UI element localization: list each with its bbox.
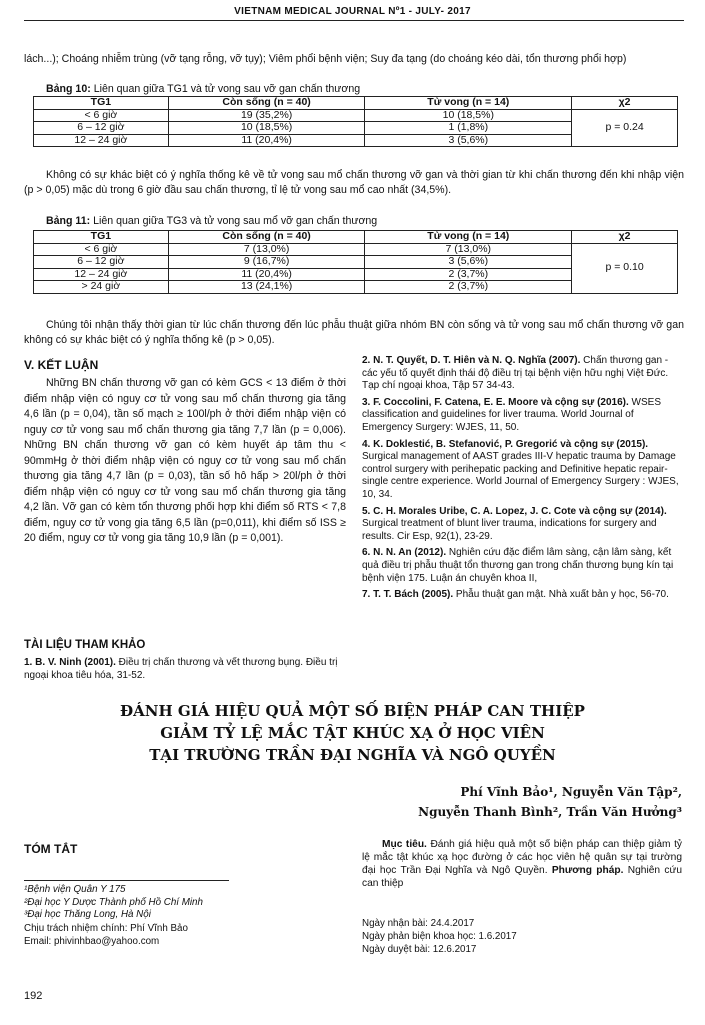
reference-text: Phẫu thuật gan mật. Nhà xuất bản y học, 56-70.	[453, 589, 669, 601]
reference-item	[362, 589, 682, 602]
table-cell: 19 (35,2%)	[168, 109, 365, 122]
table10-caption-text: Liên quan giữa TG1 và tử vong sau vỡ gan chấn thương	[90, 83, 361, 95]
reference-authors: 1. B. V. Ninh (2001).	[24, 657, 116, 668]
table10-caption-label: Bảng 10:	[46, 83, 91, 95]
responsible-author: Chịu trách nhiệm chính: Phí Vĩnh Bảo	[24, 922, 188, 934]
summary-heading: TÓM TẮT	[24, 842, 78, 856]
table-header-cell: TG1	[34, 231, 169, 244]
table10-caption	[46, 83, 360, 95]
authors-line: Nguyễn Thanh Bình², Trần Văn Hưởng³	[418, 805, 682, 819]
table11-caption-label: Bảng 11:	[46, 215, 91, 227]
conclusion-text: Những BN chấn thương vỡ gan có kèm GCS < 13 điểm ở thời điểm nhập viện có nguy cơ tử vong sau mổ chấn thương gia tăng 4,6 lần (p = 0,04), tần số mạch ≥ 100l/ph ở thời điểm nhập viện có nguy cơ tử vong sau mổ chấn thương gia tăng 7,7 lần (p = 0,006). Những BN chấn thương vỡ gan có kèm huyết áp tâm thu < 90mmHg ở thời điểm nhập viện có nguy cơ tử vong sau mổ chấn thương gia tăng 4,7 lần (p = 0,03), tần số hô hấp > 20l/ph ở thời điểm nhập viện có nguy cơ tử vong sau mổ chấn thương gia tăng 4,2 lần. Vỡ gan có kèm tổn thương phối hợp khi điểm số RTS < 7,8 điểm, nguy cơ tử vong gia tăng 6,5 lần (p=0,011), khi điểm số ISS ≥ 20 điểm, nguy cơ tử vong gia tăng 10,9 lần (p = 0,001).	[24, 377, 346, 544]
reference-item	[362, 355, 682, 393]
approved-date: Ngày duyệt bài: 12.6.2017	[362, 944, 477, 955]
table-header-row	[34, 231, 678, 244]
p-value-cell: p = 0.24	[572, 109, 678, 147]
email: Email: phivinhbao@yahoo.com	[24, 935, 160, 947]
reference-authors: 7. T. T. Bách (2005).	[362, 589, 454, 601]
header-rule	[24, 20, 684, 21]
p-value-cell: p = 0.10	[572, 243, 678, 293]
table-cell: 6 – 12 giờ	[34, 256, 169, 269]
table-cell: 12 – 24 giờ	[34, 134, 169, 147]
table-cell: 7 (13,0%)	[168, 243, 365, 256]
reference-authors: 4. K. Doklestić, B. Stefanović, P. Gregorić và cộng sự (2015).	[362, 438, 649, 450]
reviewed-date: Ngày phản biện khoa học: 1.6.2017	[362, 931, 517, 942]
authors	[300, 782, 682, 822]
reference-item	[362, 397, 682, 435]
table-header-cell: Tử vong (n = 14)	[365, 231, 572, 244]
references-heading: TÀI LIỆU THAM KHẢO	[24, 639, 146, 651]
table-cell: 11 (20,4%)	[168, 134, 365, 147]
journal-header: VIETNAM MEDICAL JOURNAL Nº1 - JULY- 2017	[234, 6, 471, 17]
title-line: TẠI TRƯỜNG TRẦN ĐẠI NGHĨA VÀ NGÔ QUYỀN	[149, 746, 556, 764]
reference-authors: 5. C. H. Morales Uribe, C. A. Lopez, J. C. Cote và cộng sự (2014).	[362, 505, 667, 517]
conclusion-heading: V. KẾT LUẬN	[24, 358, 99, 372]
reference-item	[362, 547, 682, 585]
table-cell: 6 – 12 giờ	[34, 122, 169, 135]
table-row	[34, 109, 678, 122]
table-cell: 9 (16,7%)	[168, 256, 365, 269]
table-header-row	[34, 97, 678, 110]
authors-line: Phí Vĩnh Bảo¹, Nguyễn Văn Tập²,	[460, 785, 682, 799]
footnote: ³Đại học Thăng Long, Hà Nội	[24, 909, 151, 920]
table-header-cell: TG1	[34, 97, 169, 110]
method-text: Nghiên cứu can thiệp	[362, 865, 682, 889]
table11-caption-text: Liên quan giữa TG3 và tử vong sau mổ vỡ gan chấn thương	[90, 215, 378, 227]
table10	[33, 96, 678, 147]
footnote-rule	[24, 880, 229, 881]
abstract	[362, 838, 682, 890]
table-cell: 12 – 24 giờ	[34, 268, 169, 281]
table-row	[34, 243, 678, 256]
footnote: ²Đại học Y Dược Thành phố Hồ Chí Minh	[24, 896, 203, 908]
reference-item	[362, 506, 682, 544]
title-line: ĐÁNH GIÁ HIỆU QUẢ MỘT SỐ BIỆN PHÁP CAN THIỆP	[120, 702, 585, 720]
article-dates	[362, 917, 682, 956]
table-cell: < 6 giờ	[34, 243, 169, 256]
table-cell: < 6 giờ	[34, 109, 169, 122]
table-cell: 3 (5,6%)	[365, 256, 572, 269]
table-cell: 2 (3,7%)	[365, 268, 572, 281]
table-header-cell: χ2	[572, 231, 678, 244]
table-cell: 10 (18,5%)	[168, 122, 365, 135]
reference-text: Surgical management of AAST grades III-V hepatic trauma by Damage control surgery with perihepatic packing and Definitive hepatic repair-single centre experience. World Journal of Emergency Surgery : WJES, 10, 34.	[362, 451, 679, 500]
table-cell: 1 (1,8%)	[365, 122, 572, 135]
page-number: 192	[24, 990, 43, 1002]
abstract-text: Đánh giá hiệu quả một số biện pháp can thiệp giảm tỷ lệ mắc tật khúc xạ học đường ở các học viên hệ quân sự tại trường đại học Trần Đại Nghĩa và Ngô Quyền.	[362, 839, 682, 876]
reference-text: Chấn thương gan - các yếu tố quyết định thái độ điều trị tại bệnh viện hữu nghị Việt Đức. Tạp chí ngoại khoa, Tập 57 34-43.	[362, 355, 669, 392]
method-label: Phương pháp.	[547, 865, 624, 876]
reference-item	[24, 657, 346, 682]
table-header-cell: Còn sống (n = 40)	[168, 231, 365, 244]
table11-caption	[46, 215, 377, 227]
table11	[33, 230, 678, 294]
footnotes	[24, 884, 344, 948]
top-paragraph: lách...); Choáng nhiễm trùng (vỡ tạng rỗng, vỡ tụy); Viêm phổi bệnh viện; Suy đa tạng (do choáng kéo dài, tổn thương phổi hợp)	[24, 53, 627, 65]
paragraph-after-table10: Không có sự khác biệt có ý nghĩa thống kê về tử vong sau mổ chấn thương vỡ gan và thời gian từ khi chấn thương đến khi nhập viện (p > 0,05) mặc dù trong 6 giờ đầu sau chấn thương, tỉ lệ tử vong sau mổ cao nhất (34,5%).	[24, 169, 684, 196]
reference-text: Điều trị chấn thương và vết thương bụng. Điều trị ngoại khoa tiêu hóa, 31-52.	[24, 657, 338, 681]
table-cell: 3 (5,6%)	[365, 134, 572, 147]
reference-authors: 2. N. T. Quyết, D. T. Hiên và N. Q. Nghĩa (2007).	[362, 355, 581, 366]
abstract-label: Mục tiêu.	[382, 839, 427, 850]
reference-authors: 6. N. N. An (2012).	[362, 547, 447, 559]
paragraph-after-table11: Chúng tôi nhận thấy thời gian từ lúc chấn thương đến lúc phẫu thuật giữa nhóm BN còn sống và tử vong sau mổ chấn thương vỡ gan không có sự khác biệt có ý nghĩa thống kê (p > 0,05).	[24, 319, 684, 346]
title-line: GIẢM TỶ LỆ MẮC TẬT KHÚC XẠ Ở HỌC VIÊN	[160, 724, 545, 742]
table-cell: 11 (20,4%)	[168, 268, 365, 281]
reference-text: WSES classification and guidelines for liver trauma. World Journal of Emergency Surgery: WJES, 11, 50.	[362, 396, 661, 433]
table-header-cell: Tử vong (n = 14)	[365, 97, 572, 110]
table-cell: 7 (13,0%)	[365, 243, 572, 256]
table-cell: 2 (3,7%)	[365, 281, 572, 294]
table-header-cell: χ2	[572, 97, 678, 110]
reference-item	[362, 439, 682, 502]
table-cell: 10 (18,5%)	[365, 109, 572, 122]
table-cell: 13 (24,1%)	[168, 281, 365, 294]
reference-authors: 3. F. Coccolini, F. Catena, E. E. Moore và cộng sự (2016).	[362, 396, 629, 408]
table-header-cell: Còn sống (n = 40)	[168, 97, 365, 110]
references-right-column	[362, 355, 682, 602]
received-date: Ngày nhận bài: 24.4.2017	[362, 918, 475, 929]
reference-text: Nghiên cứu đặc điểm lâm sàng, cận lâm sàng, kết quả điều trị phẫu thuật tổn thương gan trong chấn thương bụng kín tại bệnh viện 175. Luận án chuyên khoa II,	[362, 547, 674, 584]
reference-text: Surgical treatment of blunt liver trauma, indications for surgery and results. Cir Esp, 92(1), 23-29.	[362, 518, 657, 542]
table-cell: > 24 giờ	[34, 281, 169, 294]
footnote: ¹Bệnh viện Quân Y 175	[24, 884, 126, 895]
article-title	[0, 700, 705, 766]
